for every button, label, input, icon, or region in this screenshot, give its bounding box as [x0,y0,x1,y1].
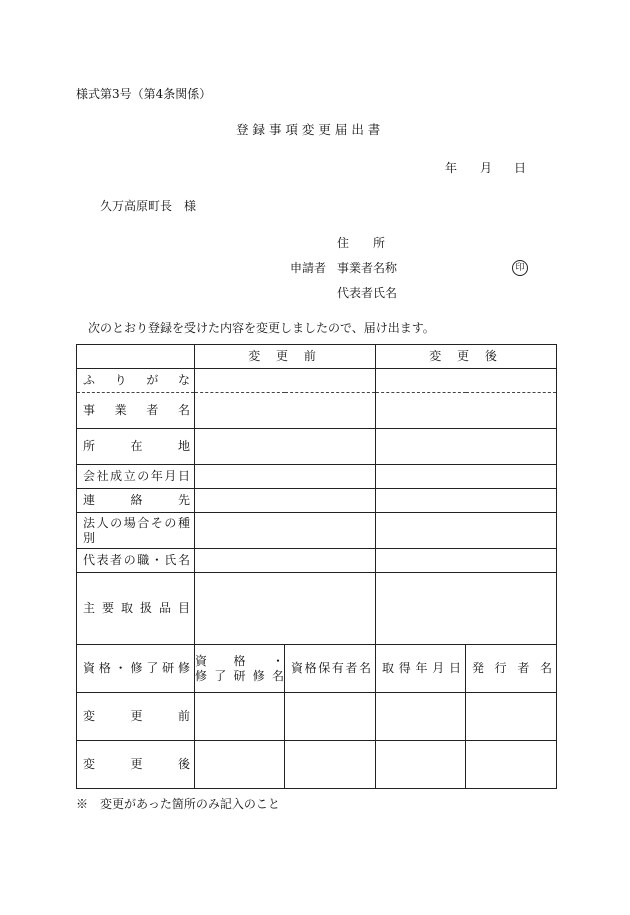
applicant-label: 申請者 [290,261,327,275]
address-label: 住 所 [337,236,386,250]
addressee: 久万高原町長 様 [100,199,197,213]
qualification-after-issuer-cell[interactable] [466,741,557,789]
row-label-representative: 代表者の職・氏名 [77,549,195,573]
row-label-business-name: 事業者名 [77,393,195,429]
qualification-name-header: 資格・ 修了研修名 [195,645,285,693]
header-empty-cell [77,345,195,369]
header-after: 変 更 後 [376,345,557,369]
row-label-main-products: 主要取扱品目 [77,573,195,645]
location-before-cell[interactable] [195,429,376,465]
date-month: 月 [480,161,493,175]
corporate-type-before-cell[interactable] [195,513,376,549]
row-label-qualification-before: 変更前 [77,693,195,741]
header-before: 変 更 前 [195,345,376,369]
row-label-qualification: 資格・修了研修 [77,645,195,693]
established-date-before-cell[interactable] [195,465,376,489]
issuer-name-header: 発行者名 [466,645,557,693]
business-name-label: 事業者名称 [337,261,398,275]
row-label-qualification-after: 変更後 [77,741,195,789]
qualification-before-holder-cell[interactable] [285,693,376,741]
change-table [76,344,557,789]
row-label-contact: 連絡先 [77,489,195,513]
form-number: 様式第3号（第4条関係） [76,87,212,101]
business-name-after-cell[interactable] [376,393,557,429]
furigana-after-cell[interactable] [376,369,557,393]
contact-after-cell[interactable] [376,489,557,513]
acquired-date-header: 取得年月日 [376,645,466,693]
contact-before-cell[interactable] [195,489,376,513]
row-label-furigana: ふりがな [77,369,195,393]
holder-name-header: 資格保有者名 [285,645,376,693]
qualification-before-issuer-cell[interactable] [466,693,557,741]
representative-before-cell[interactable] [195,549,376,573]
row-label-location: 所在地 [77,429,195,465]
seal-mark: 印 [512,260,528,276]
qualification-after-holder-cell[interactable] [285,741,376,789]
footnote: ※ 変更があった箇所のみ記入のこと [76,797,280,811]
document-title: 登 録 事 項 変 更 届 出 書 [236,122,381,137]
location-after-cell[interactable] [376,429,557,465]
intro-text: 次のとおり登録を受けた内容を変更しましたので、届け出ます。 [88,321,435,335]
corporate-type-after-cell[interactable] [376,513,557,549]
representative-after-cell[interactable] [376,549,557,573]
business-name-before-cell[interactable] [195,393,376,429]
established-date-after-cell[interactable] [376,465,557,489]
main-products-before-cell[interactable] [195,573,376,645]
representative-label: 代表者氏名 [337,286,398,300]
qualification-after-date-cell[interactable] [376,741,466,789]
row-label-corporate-type: 法人の場合その種別 [77,513,195,549]
qualification-before-name-cell[interactable] [195,693,285,741]
qualification-after-name-cell[interactable] [195,741,285,789]
row-label-established-date: 会社成立の年月日 [77,465,195,489]
date-day: 日 [514,161,527,175]
furigana-before-cell[interactable] [195,369,376,393]
main-products-after-cell[interactable] [376,573,557,645]
date-year: 年 [445,161,458,175]
qualification-before-date-cell[interactable] [376,693,466,741]
